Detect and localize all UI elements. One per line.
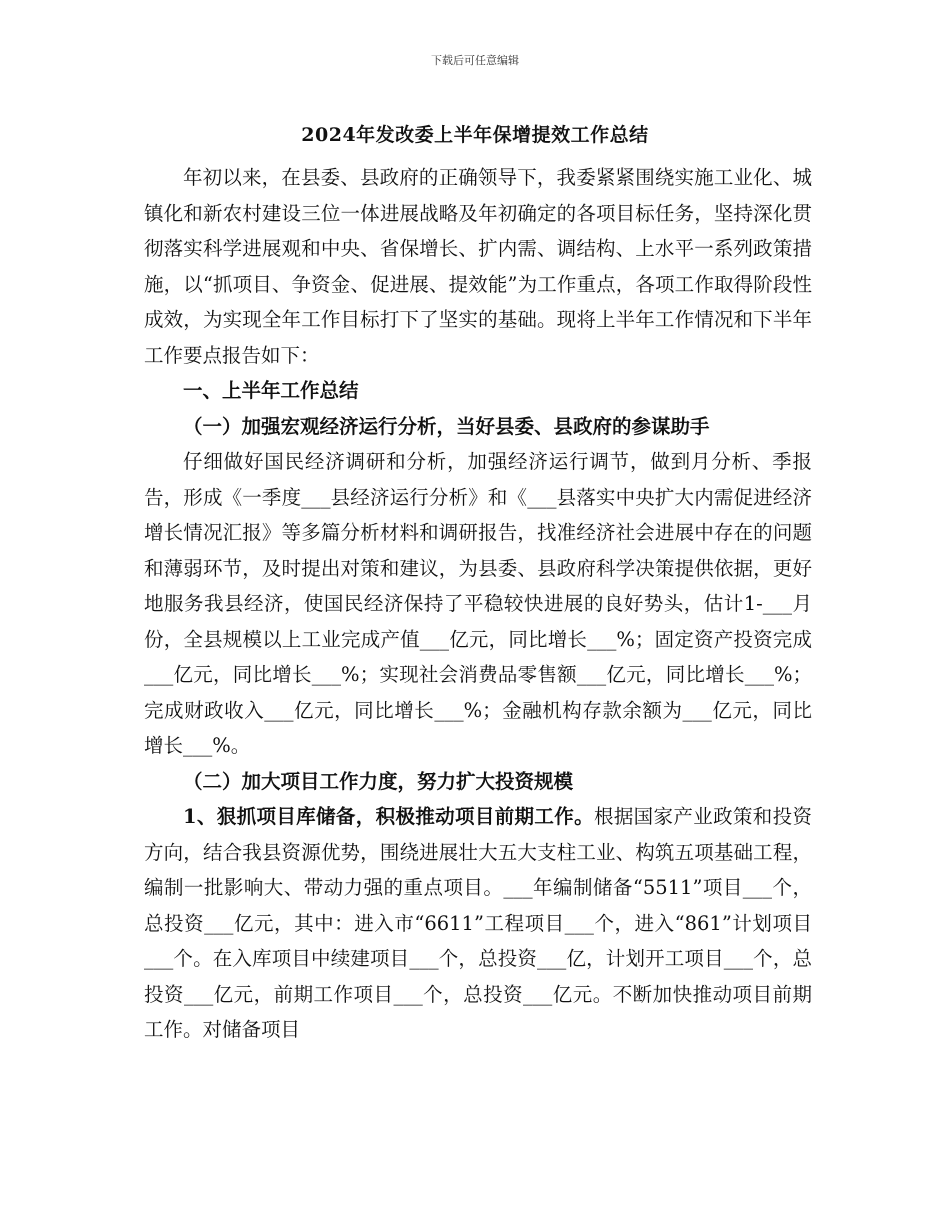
section-heading: 一、上半年工作总结: [183, 379, 359, 402]
document-title: 2024年发改委上半年保增提效工作总结: [301, 124, 649, 146]
item-lead: 1、狠抓项目库储备，积极推动项目前期工作。: [183, 805, 594, 828]
item-text: 根据国家产业政策和投资方向，结合我县资源优势，围绕进展壮大五大支柱工业、构筑五项基础工程，编制一批影响大、带动力强的重点项目。___年编制储备“5511”项目___个，总投资___亿元，其中：进入市“6611”工程项目___个，进入“861”计划项目___个。在入库项目中续建项目___个，总投资___亿，计划开工项目___个，总投资___亿元，前期工作项目___个，总投资___亿元。不断加快推动项目前期工作。对储备项目: [144, 805, 812, 1041]
item-paragraph-1: [144, 799, 812, 1048]
subsection-paragraph-1: 仔细做好国民经济调研和分析，加强经济运行调节，做到月分析、季报告，形成《一季度___县经济运行分析》和《___县落实中央扩大内需促进经济增长情况汇报》等多篇分析材料和调研报告，找准经济社会进展中存在的问题和薄弱环节，及时提出对策和建议，为县委、县政府科学决策提供依据，更好地服务我县经济，使国民经济保持了平稳较快进展的良好势头，估计1-___月份，全县规模以上工业完成产值___亿元，同比增长___%；固定资产投资完成___亿元，同比增长___%；实现社会消费品零售额___亿元，同比增长___%；完成财政收入___亿元，同比增长___%；金融机构存款余额为___亿元，同比增长___%。: [144, 450, 812, 757]
subsection-heading-2: （二）加大项目工作力度，努力扩大投资规模: [183, 769, 574, 793]
header-note: 下载后可任意编辑: [431, 54, 519, 67]
subsection-heading-1: （一）加强宏观经济运行分析，当好县委、县政府的参谋助手: [183, 414, 710, 438]
intro-paragraph: 年初以来，在县委、县政府的正确领导下，我委紧紧围绕实施工业化、城镇化和新农村建设三位一体进展战略及年初确定的各项目标任务，坚持深化贯彻落实科学进展观和中央、省保增长、扩内需、调结构、上水平一系列政策措施，以“抓项目、争资金、促进展、提效能”为工作重点，各项工作取得阶段性成效，为实现全年工作目标打下了坚实的基础。现将上半年工作情况和下半年工作要点报告如下：: [144, 166, 812, 367]
document-body: [144, 160, 812, 1048]
